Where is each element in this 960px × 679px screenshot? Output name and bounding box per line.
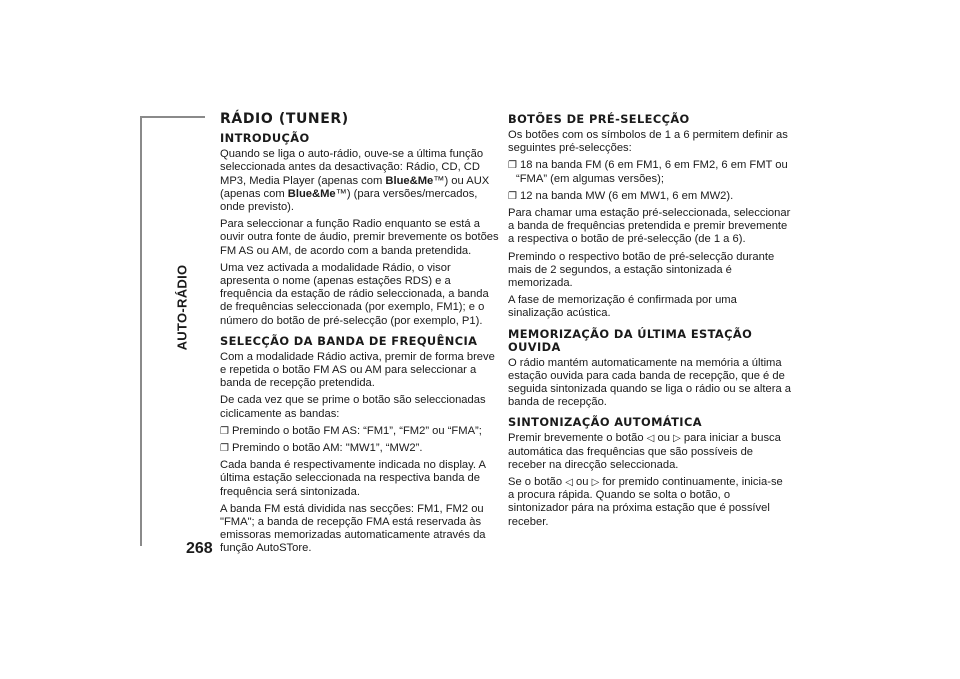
- triangle-right-icon: ▷: [673, 433, 681, 445]
- intro-heading: INTRODUÇÃO: [220, 131, 310, 146]
- right-column: [508, 113, 791, 533]
- preset-heading: BOTÕES DE PRÉ-SELECÇÃO: [508, 112, 690, 126]
- band-bullet-1: ❐ Premindo o botão FM AS: “FM1”, “FM2” ou “FMA”;: [220, 424, 482, 437]
- band-paragraph-1: Com a modalidade Rádio activa, premir de forma breve e repetida o botão FM AS ou AM para seleccionar a banda de recepção pretendida.: [220, 350, 495, 390]
- band-heading: SELECÇÃO DA BANDA DE FREQUÊNCIA: [220, 333, 478, 348]
- sidebar-rule: [140, 116, 142, 546]
- triangle-left-icon: ◁: [646, 433, 655, 445]
- band-paragraph-4: A banda FM está dividida nas secções: FM1, FM2 ou "FMA"; a banda de recepção FMA está reservada às emissoras memorizadas automaticamente através da função AutoSTore.: [220, 502, 486, 555]
- memory-paragraph-1: O rádio mantém automaticamente na memória a última estação ouvida para cada banda de recepção, que é de seguida sintonizada quando se liga o rádio ou se altera a banda de recepção.: [508, 356, 791, 409]
- preset-bullet-1: ❐ 18 na banda FM (6 em FM1, 6 em FM2, 6 em FMT ou “FMA” (em algumas versões);: [508, 159, 788, 185]
- band-paragraph-3: Cada banda é respectivamente indicada no display. A última estação seleccionada na respectiva banda de frequência será sintonizada.: [220, 459, 486, 498]
- checkbox-bullet-icon: ❐: [220, 443, 229, 455]
- preset-paragraph-2: Para chamar uma estação pré-seleccionada, seleccionar a banda de frequências pretendida e premir brevemente a respectiva o botão de pré-selecção (de 1 a 6).: [508, 207, 791, 246]
- band-bullet-2: ❐ Premindo o botão AM: "MW1”, “MW2”.: [220, 442, 423, 455]
- intro-paragraph-3: Uma vez activada a modalidade Rádio, o visor apresenta o nome (apenas estações RDS) e a frequência da estação de rádio seleccionada, a banda de frequências seleccionada (por exemplo, FM1); e o número do botão de pré-selecção (por exemplo, P1).: [220, 261, 489, 327]
- page-number: 268: [186, 540, 213, 557]
- intro-paragraph-2: Para seleccionar a função Radio enquanto se está a ouvir outra fonte de áudio, premir brevemente os botões FM AS ou AM, de acordo com a banda pretendida.: [220, 218, 499, 257]
- memory-heading: MEMORIZAÇÃO DA ÚLTIMA ESTAÇÃO OUVIDA: [508, 326, 753, 354]
- auto-paragraph-2: Se o botão ◁ ou ▷ for premido continuamente, inicia-se a procura rápida. Quando se solta o botão, o sintonizador pára na próxima estação que é possível receber.: [508, 476, 783, 528]
- auto-paragraph-1: Premir brevemente o botão ◁ ou ▷ para iniciar a busca automática das frequências que são possíveis de receber na direcção seleccionada.: [508, 432, 781, 471]
- preset-paragraph-1: Os botões com os símbolos de 1 a 6 permitem definir as seguintes pré-selecções:: [508, 129, 788, 155]
- intro-paragraph-1: Quando se liga o auto-rádio, ouve-se a última função seleccionada antes da desactivação: Rádio, CD, CD MP3, Media Player (apenas com Blue&Me™) ou AUX (apenas com Blue&Me™) (para versões/mercados, onde previsto).: [220, 148, 490, 214]
- preset-paragraph-4: A fase de memorização é confirmada por uma sinalização acústica.: [508, 294, 737, 320]
- auto-tuning-heading: SINTONIZAÇÃO AUTOMÁTICA: [508, 415, 702, 430]
- page-title: RÁDIO (TUNER): [220, 111, 349, 127]
- triangle-right-icon: ▷: [591, 477, 600, 489]
- checkbox-bullet-icon: ❐: [220, 425, 229, 437]
- section-label: AUTO-RÁDIO: [174, 264, 190, 351]
- band-paragraph-2: De cada vez que se prime o botão são seleccionadas ciclicamente as bandas:: [220, 394, 486, 420]
- checkbox-bullet-icon: ❐: [508, 190, 517, 202]
- sidebar-rule-top: [140, 116, 205, 118]
- triangle-left-icon: ◁: [565, 477, 573, 489]
- preset-bullet-2: ❐ 12 na banda MW (6 em MW1, 6 em MW2).: [508, 189, 734, 202]
- checkbox-bullet-icon: ❐: [508, 160, 517, 172]
- preset-paragraph-3: Premindo o respectivo botão de pré-selecção durante mais de 2 segundos, a estação sintonizada é memorizada.: [508, 250, 775, 290]
- left-column: [220, 113, 503, 560]
